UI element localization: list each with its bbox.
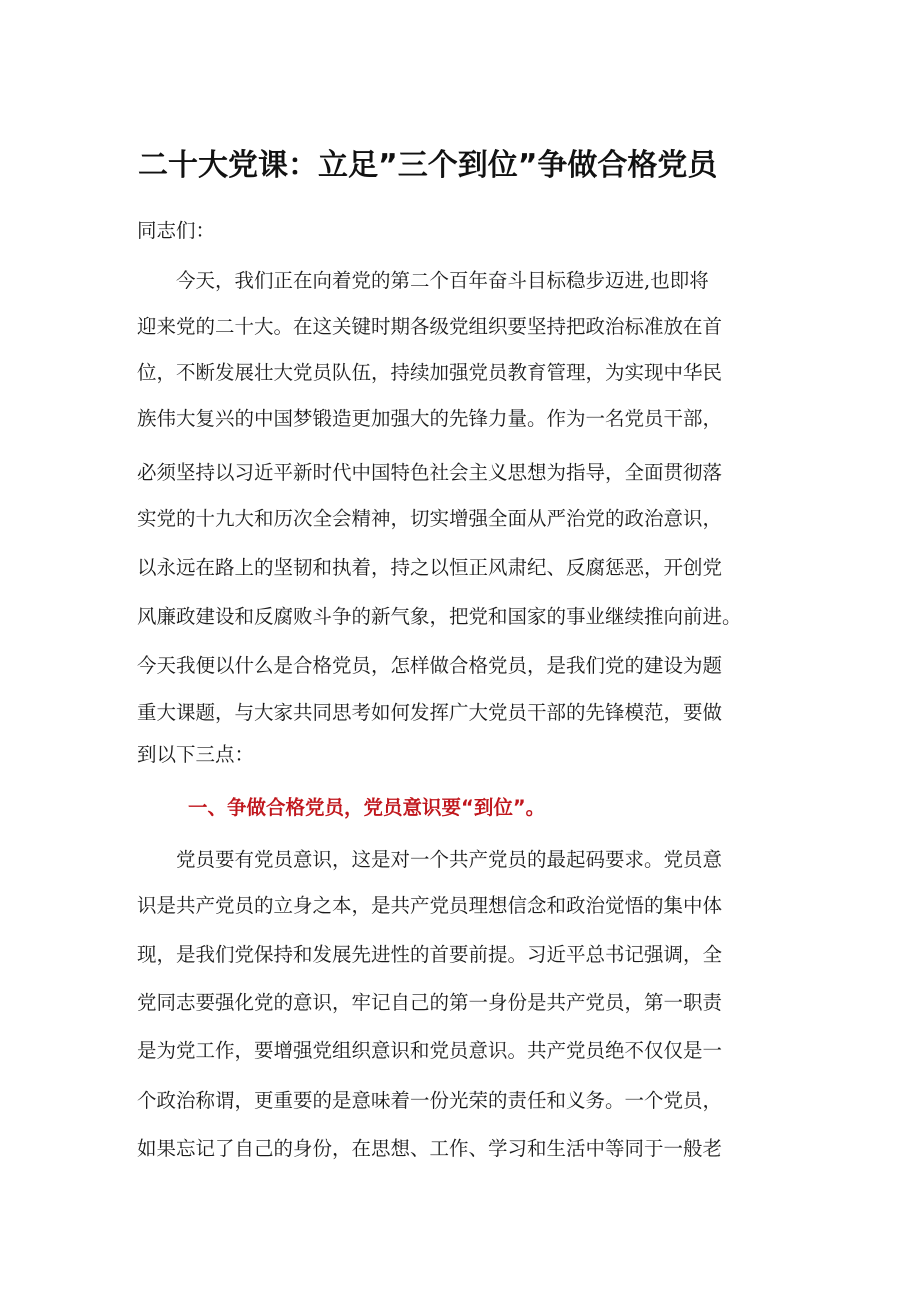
paragraph-line: 风廉政建设和反腐败斗争的新气象，把党和国家的事业继续推向前进。 xyxy=(137,605,742,628)
document-title: 二十大党课：立足”三个到位”争做合格党员 xyxy=(138,148,718,183)
paragraph-line: 识是共产党员的立身之本，是共产党员理想信念和政治觉悟的集中体 xyxy=(137,894,723,917)
paragraph-line: 重大课题，与大家共同思考如何发挥广大党员干部的先锋模范，要做 xyxy=(137,701,723,724)
paragraph-line: 族伟大复兴的中国梦锻造更加强大的先锋力量。作为一名党员干部， xyxy=(137,407,723,430)
paragraph-line: 现，是我们党保持和发展先进性的首要前提。习近平总书记强调，全 xyxy=(137,943,723,966)
paragraph-line: 党同志要强化党的意识，牢记自己的第一身份是共产党员，第一职责 xyxy=(137,991,723,1014)
paragraph-line: 位，不断发展壮大党员队伍，持续加强党员教育管理，为实现中华民 xyxy=(137,361,723,384)
paragraph-line: 今天，我们正在向着党的第二个百年奋斗目标稳步迈进,也即将 xyxy=(137,269,709,292)
paragraph-line: 是为党工作，要增强党组织意识和党员意识。共产党员绝不仅仅是一 xyxy=(137,1039,723,1062)
section-heading: 一、争做合格党员，党员意识要“到位”。 xyxy=(188,796,546,819)
paragraph-line: 个政治称谓，更重要的是意味着一份光荣的责任和义务。一个党员， xyxy=(137,1089,723,1112)
paragraph-line: 如果忘记了自己的身份，在思想、工作、学习和生活中等同于一般老 xyxy=(137,1137,723,1160)
paragraph-line: 必须坚持以习近平新时代中国特色社会主义思想为指导，全面贯彻落 xyxy=(137,461,723,484)
paragraph-line: 党员要有党员意识，这是对一个共产党员的最起码要求。党员意 xyxy=(137,848,723,871)
salutation: 同志们： xyxy=(137,219,216,242)
paragraph-line: 以永远在路上的坚韧和执着，持之以恒正风肃纪、反腐惩恶，开创党 xyxy=(137,556,723,579)
paragraph-line: 实党的十九大和历次全会精神，切实增强全面从严治党的政治意识， xyxy=(137,507,723,530)
paragraph-line: 到以下三点： xyxy=(137,743,255,766)
paragraph-line: 今天我便以什么是合格党员，怎样做合格党员，是我们党的建设为题 xyxy=(137,654,723,677)
paragraph-line: 迎来党的二十大。在这关键时期各级党组织要坚持把政治标准放在首 xyxy=(137,315,723,338)
